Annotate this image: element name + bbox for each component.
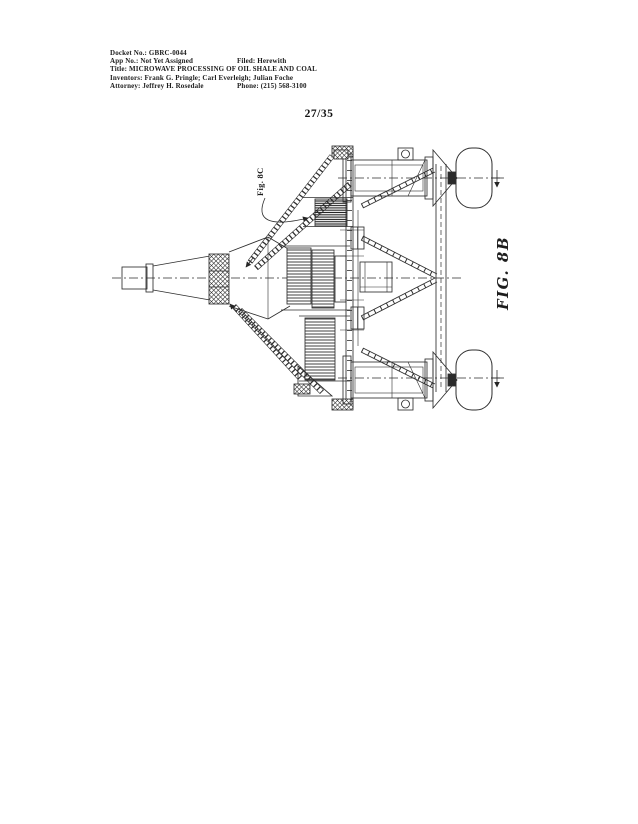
figure-label-8b: FIG. 8B	[494, 235, 512, 310]
attorney-line: Attorney: Jeffrey H. Rosedale	[110, 81, 204, 90]
bottom-outrigger	[338, 350, 504, 410]
truss-arm	[361, 236, 437, 278]
phone-number: Phone: (215) 568-3100	[237, 81, 307, 90]
figure-callout-8c-label: Fig. 8C	[255, 167, 265, 196]
waveguide-fin-stack	[281, 198, 353, 382]
application-number: App No.: Not Yet Assigned	[110, 57, 194, 66]
inventors-line: Inventors: Frank G. Pringle; Carl Everleigh; Julian Foche	[110, 73, 294, 82]
truss-arm	[361, 168, 435, 208]
docket-number: Docket No.: GBRC-0044	[110, 49, 187, 57]
invention-title: Title: MICROWAVE PROCESSING OF OIL SHALE AND COAL	[110, 65, 317, 74]
sheet-number: 27/35	[304, 108, 334, 120]
filed-status: Filed: Herewith	[237, 57, 287, 66]
equipment-box	[360, 262, 392, 292]
truss-arm	[361, 278, 437, 320]
top-outrigger	[338, 148, 504, 208]
truss-arm	[361, 348, 435, 388]
